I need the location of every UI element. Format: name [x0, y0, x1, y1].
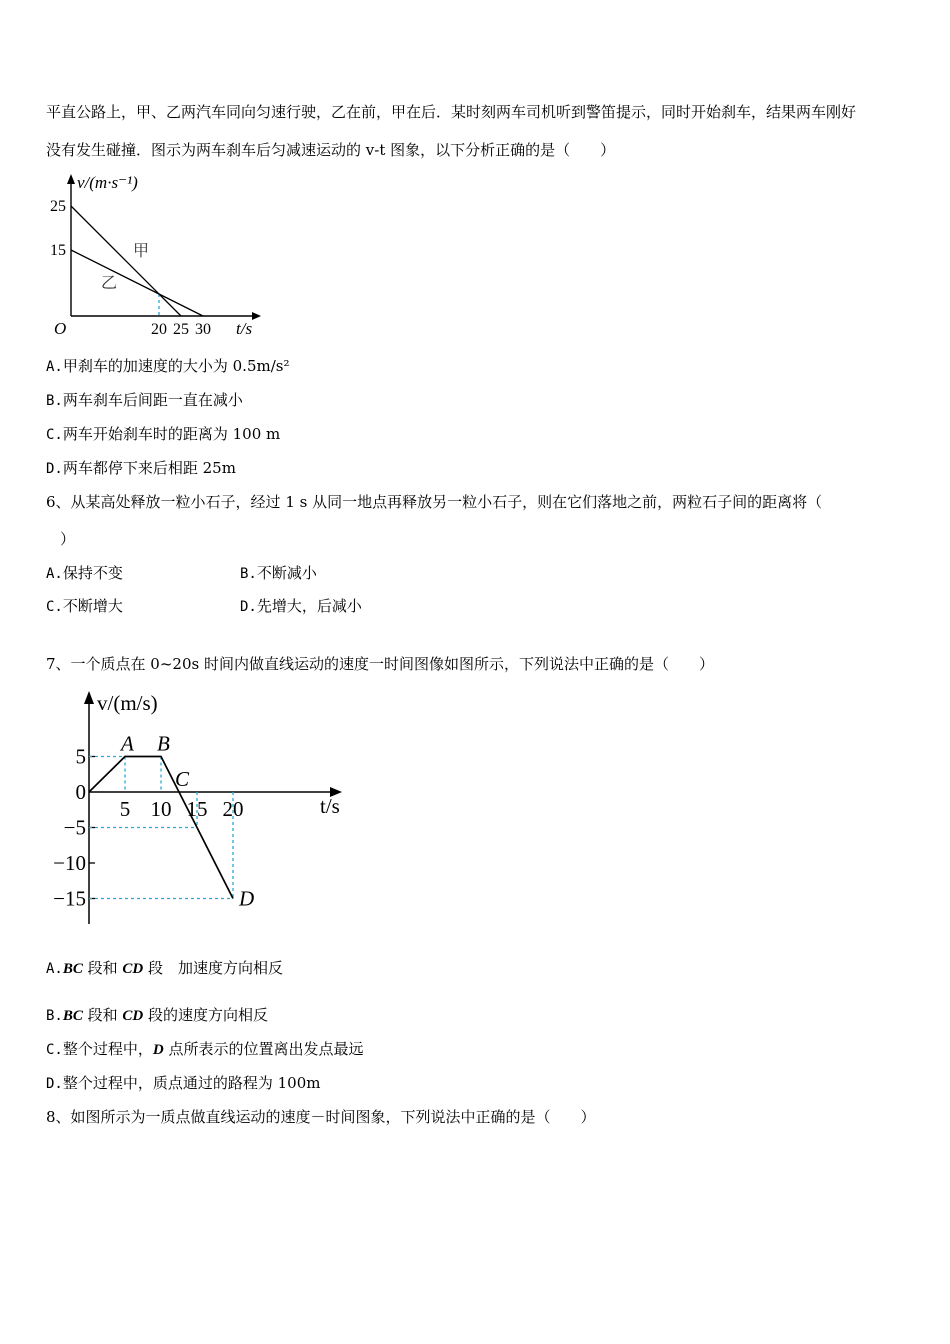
y-tick-label: 25 — [50, 198, 66, 215]
x-tick-label: 30 — [195, 321, 211, 338]
option-text: 点所表示的位置离出发点最远 — [163, 1040, 364, 1058]
point-label-b: B — [157, 731, 170, 756]
option-em: D — [152, 1042, 164, 1058]
y-tick-label: −5 — [63, 815, 86, 840]
option-em2: CD — [122, 961, 144, 977]
option-text: 不断增大 — [62, 597, 123, 615]
series-label-yi: 乙 — [101, 275, 118, 292]
q6-option-c[interactable] — [46, 596, 123, 617]
y-axis-arrow — [67, 174, 75, 184]
option-letter: C. — [46, 1042, 63, 1058]
y-tick-label: 5 — [75, 744, 86, 769]
y-axis-label: v/(m·s⁻¹) — [77, 173, 138, 192]
option-letter: B. — [46, 1008, 63, 1024]
q5-stem-line2: 没有发生碰撞．图示为两车刹车后匀减速运动的 v-t 图象，以下分析正确的是（ ） — [46, 141, 616, 159]
q7-option-c[interactable] — [46, 1039, 364, 1060]
option-text: 两车刹车后间距一直在减小 — [62, 391, 243, 409]
q8-stem: 8、如图所示为一质点做直线运动的速度－时间图象，下列说法中正确的是（ ） — [46, 1108, 596, 1126]
series-line-1 — [71, 206, 181, 316]
x-axis-arrow — [252, 312, 261, 320]
q5-vt-chart — [40, 168, 280, 343]
x-tick-label: 5 — [119, 797, 131, 821]
option-letter: D. — [46, 1076, 63, 1092]
x-tick-label: 20 — [222, 797, 244, 821]
q5-option-d[interactable] — [46, 458, 236, 479]
y-tick-label: 15 — [50, 242, 66, 259]
y-axis-label: v/(m/s) — [97, 691, 158, 715]
q6-option-b[interactable] — [240, 563, 317, 584]
option-letter: A. — [46, 566, 63, 582]
option-text: 甲刹车的加速度的大小为 0.5m/s² — [62, 357, 290, 375]
y-tick-label: −15 — [53, 886, 86, 911]
q5-option-c[interactable] — [46, 424, 280, 445]
option-letter: A. — [46, 961, 63, 977]
option-mid: 段和 — [82, 959, 123, 977]
x-tick-label: 25 — [173, 321, 189, 338]
option-text: 先增大，后减小 — [256, 597, 362, 615]
q6-stem-line2: ） — [60, 530, 76, 548]
option-text: 保持不变 — [62, 564, 123, 582]
option-em2: CD — [122, 1008, 144, 1024]
option-text: 两车都停下来后相距 25m — [62, 459, 236, 477]
y-tick-label: 0 — [75, 780, 86, 804]
q6-option-a[interactable] — [46, 563, 123, 584]
q5-option-b[interactable] — [46, 390, 243, 411]
option-text: 段的速度方向相反 — [143, 1006, 269, 1024]
point-label-a: A — [121, 731, 134, 756]
y-tick-label: −10 — [53, 851, 86, 875]
x-axis-label: t/s — [320, 794, 340, 818]
option-letter: C. — [46, 427, 63, 443]
option-letter: B. — [46, 393, 63, 409]
x-tick-label: 15 — [186, 797, 208, 821]
option-letter: D. — [46, 461, 63, 477]
q7-stem: 7、一个质点在 0~20s 时间内做直线运动的速度一时间图像如图所示，下列说法中正确的是（ ） — [46, 655, 714, 673]
origin-label: O — [54, 319, 67, 338]
q5-option-a[interactable] — [46, 356, 289, 377]
q7-vt-chart — [40, 684, 360, 929]
option-letter: B. — [240, 566, 257, 582]
option-letter: A. — [46, 359, 63, 375]
x-tick-label: 10 — [150, 797, 172, 821]
q7-option-a[interactable] — [46, 958, 283, 979]
y-axis-arrow — [84, 691, 94, 704]
option-em: BC — [62, 1008, 83, 1024]
q6-option-d[interactable] — [240, 596, 362, 617]
point-label-c: C — [175, 767, 190, 791]
q7-option-b[interactable] — [46, 1005, 268, 1026]
q6-stem-line1: 6、从某高处释放一粒小石子，经过 1 s 从同一地点再释放另一粒小石子，则在它们落地之前，两粒石子间的距离将（ — [46, 493, 823, 511]
option-text: 整个过程中，质点通过的路程为 100m — [62, 1074, 321, 1092]
point-label-d: D — [239, 886, 255, 911]
q7-option-d[interactable] — [46, 1073, 320, 1094]
x-axis-label: t/s — [236, 319, 253, 338]
option-text: 两车开始刹车时的距离为 100 m — [62, 425, 281, 443]
option-letter: D. — [240, 599, 257, 615]
option-text: 不断减小 — [256, 564, 317, 582]
q5-stem-line1: 平直公路上，甲、乙两汽车同向匀速行驶，乙在前，甲在后．某时刻两车司机听到警笛提示，同时开始刹车，结果两车刚好 — [46, 103, 857, 121]
option-letter: C. — [46, 599, 63, 615]
option-text: 段 加速度方向相反 — [143, 959, 284, 977]
x-tick-label: 20 — [151, 321, 167, 338]
option-em: BC — [62, 961, 83, 977]
series-label-jia: 甲 — [133, 243, 150, 260]
option-mid: 段和 — [82, 1006, 123, 1024]
option-pre: 整个过程中， — [62, 1040, 153, 1058]
